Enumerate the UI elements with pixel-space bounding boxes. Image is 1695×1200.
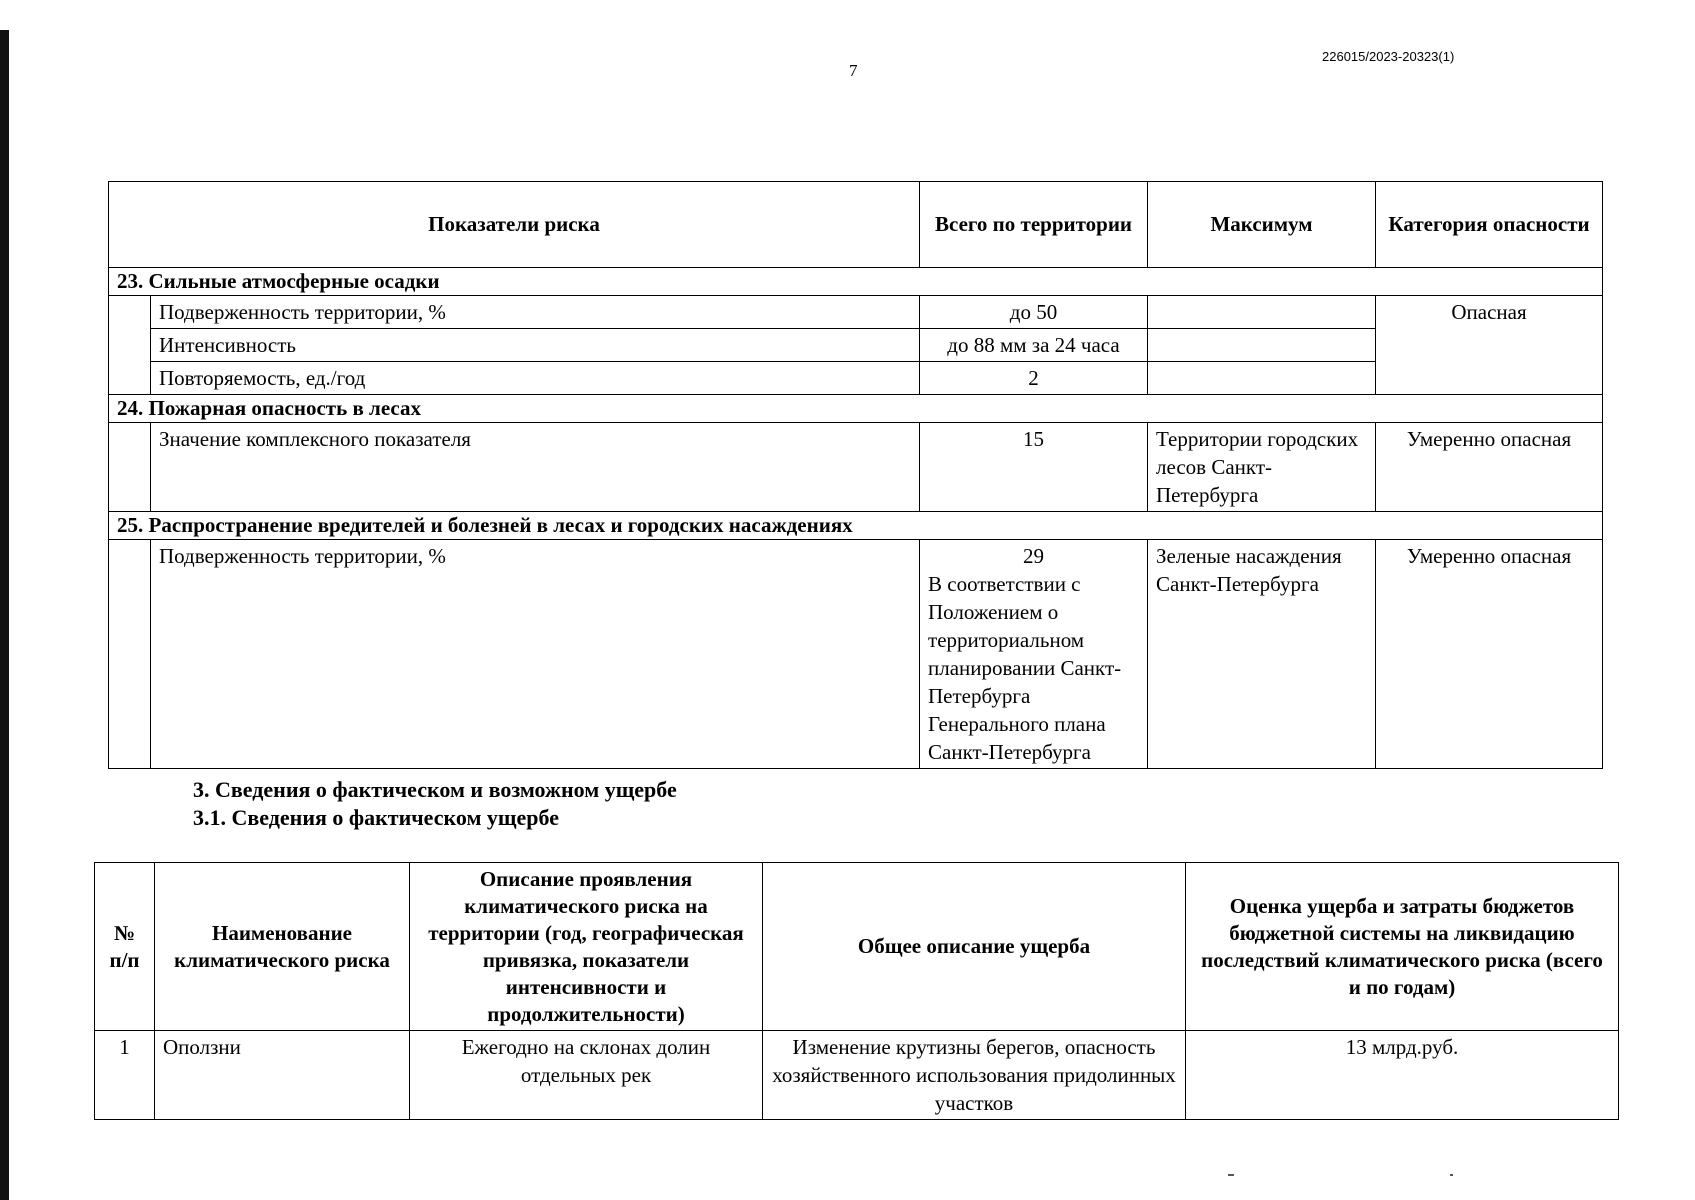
max-value bbox=[1148, 329, 1376, 362]
max-value: Территории городских лесов Санкт-Петербурга bbox=[1148, 423, 1376, 512]
document-id: 226015/2023-20323(1) bbox=[1322, 49, 1455, 64]
damage-table-header-row bbox=[95, 863, 1619, 1031]
total-value: до 88 мм за 24 часа bbox=[920, 329, 1148, 362]
heading-3: 3. Сведения о фактическом и возможном ущербе bbox=[193, 777, 677, 802]
table-row bbox=[109, 296, 1603, 329]
max-value bbox=[1148, 362, 1376, 395]
scan-speck bbox=[1450, 1174, 1453, 1176]
damage-table bbox=[94, 862, 1619, 1120]
header-total: Всего по территории bbox=[920, 182, 1148, 268]
header-num: № п/п bbox=[95, 863, 155, 1031]
section-row bbox=[109, 512, 1603, 540]
scan-edge-mark bbox=[0, 30, 9, 1200]
max-value bbox=[1148, 296, 1376, 329]
header-risk-name: Наименование климатического риска bbox=[155, 863, 410, 1031]
risk-name: Оползни bbox=[155, 1031, 410, 1120]
section-title: 25. Распространение вредителей и болезней в лесах и городских насаждениях bbox=[109, 512, 1603, 540]
total-note: В соответствии с Положением о территориальном планировании Санкт-Петербурга Генерального плана Санкт-Петербурга bbox=[928, 572, 1122, 764]
table-row bbox=[95, 1031, 1619, 1120]
header-description: Описание проявления климатического риска на территории (год, географическая привязка, показатели интенсивности и продолжительности) bbox=[410, 863, 763, 1031]
category-value: Опасная bbox=[1376, 296, 1603, 395]
damage-description: Изменение крутизны берегов, опасность хозяйственного использования придолинных участков bbox=[763, 1031, 1186, 1120]
table-row bbox=[109, 540, 1603, 769]
section-row bbox=[109, 395, 1603, 423]
indent-cell bbox=[109, 540, 151, 769]
indicator-label: Подверженность территории, % bbox=[151, 296, 920, 329]
section-row bbox=[109, 268, 1603, 296]
header-category: Категория опасности bbox=[1376, 182, 1603, 268]
section-title: 23. Сильные атмосферные осадки bbox=[109, 268, 1603, 296]
total-value: 15 bbox=[920, 423, 1148, 512]
section-headings bbox=[193, 776, 677, 832]
row-num: 1 bbox=[95, 1031, 155, 1120]
table-row bbox=[109, 423, 1603, 512]
indicator-label: Значение комплексного показателя bbox=[151, 423, 920, 512]
total-value: 29 bbox=[1023, 544, 1045, 568]
risk-description: Ежегодно на склонах долин отдельных рек bbox=[410, 1031, 763, 1120]
category-value: Умеренно опасная bbox=[1376, 540, 1603, 769]
total-value: до 50 bbox=[920, 296, 1148, 329]
header-max: Максимум bbox=[1148, 182, 1376, 268]
indent-cell bbox=[109, 423, 151, 512]
total-value: 2 bbox=[920, 362, 1148, 395]
indicator-label: Подверженность территории, % bbox=[151, 540, 920, 769]
indicator-label: Интенсивность bbox=[151, 329, 920, 362]
total-cell bbox=[920, 540, 1148, 769]
max-value: Зеленые насаждения Санкт-Петербурга bbox=[1148, 540, 1376, 769]
scan-speck bbox=[1228, 1174, 1234, 1176]
damage-cost: 13 млрд.руб. bbox=[1186, 1031, 1619, 1120]
risk-table-header-row bbox=[109, 182, 1603, 268]
indent-cell bbox=[109, 296, 151, 395]
risk-indicators-table bbox=[108, 181, 1603, 769]
indicator-label: Повторяемость, ед./год bbox=[151, 362, 920, 395]
category-value: Умеренно опасная bbox=[1376, 423, 1603, 512]
page-number: 7 bbox=[849, 61, 858, 80]
header-indicators: Показатели риска bbox=[109, 182, 920, 268]
header-damage: Общее описание ущерба bbox=[763, 863, 1186, 1031]
section-title: 24. Пожарная опасность в лесах bbox=[109, 395, 1603, 423]
header-cost: Оценка ущерба и затраты бюджетов бюджетной системы на ликвидацию последствий климатического риска (всего и по годам) bbox=[1186, 863, 1619, 1031]
heading-3-1: 3.1. Сведения о фактическом ущербе bbox=[193, 805, 559, 830]
